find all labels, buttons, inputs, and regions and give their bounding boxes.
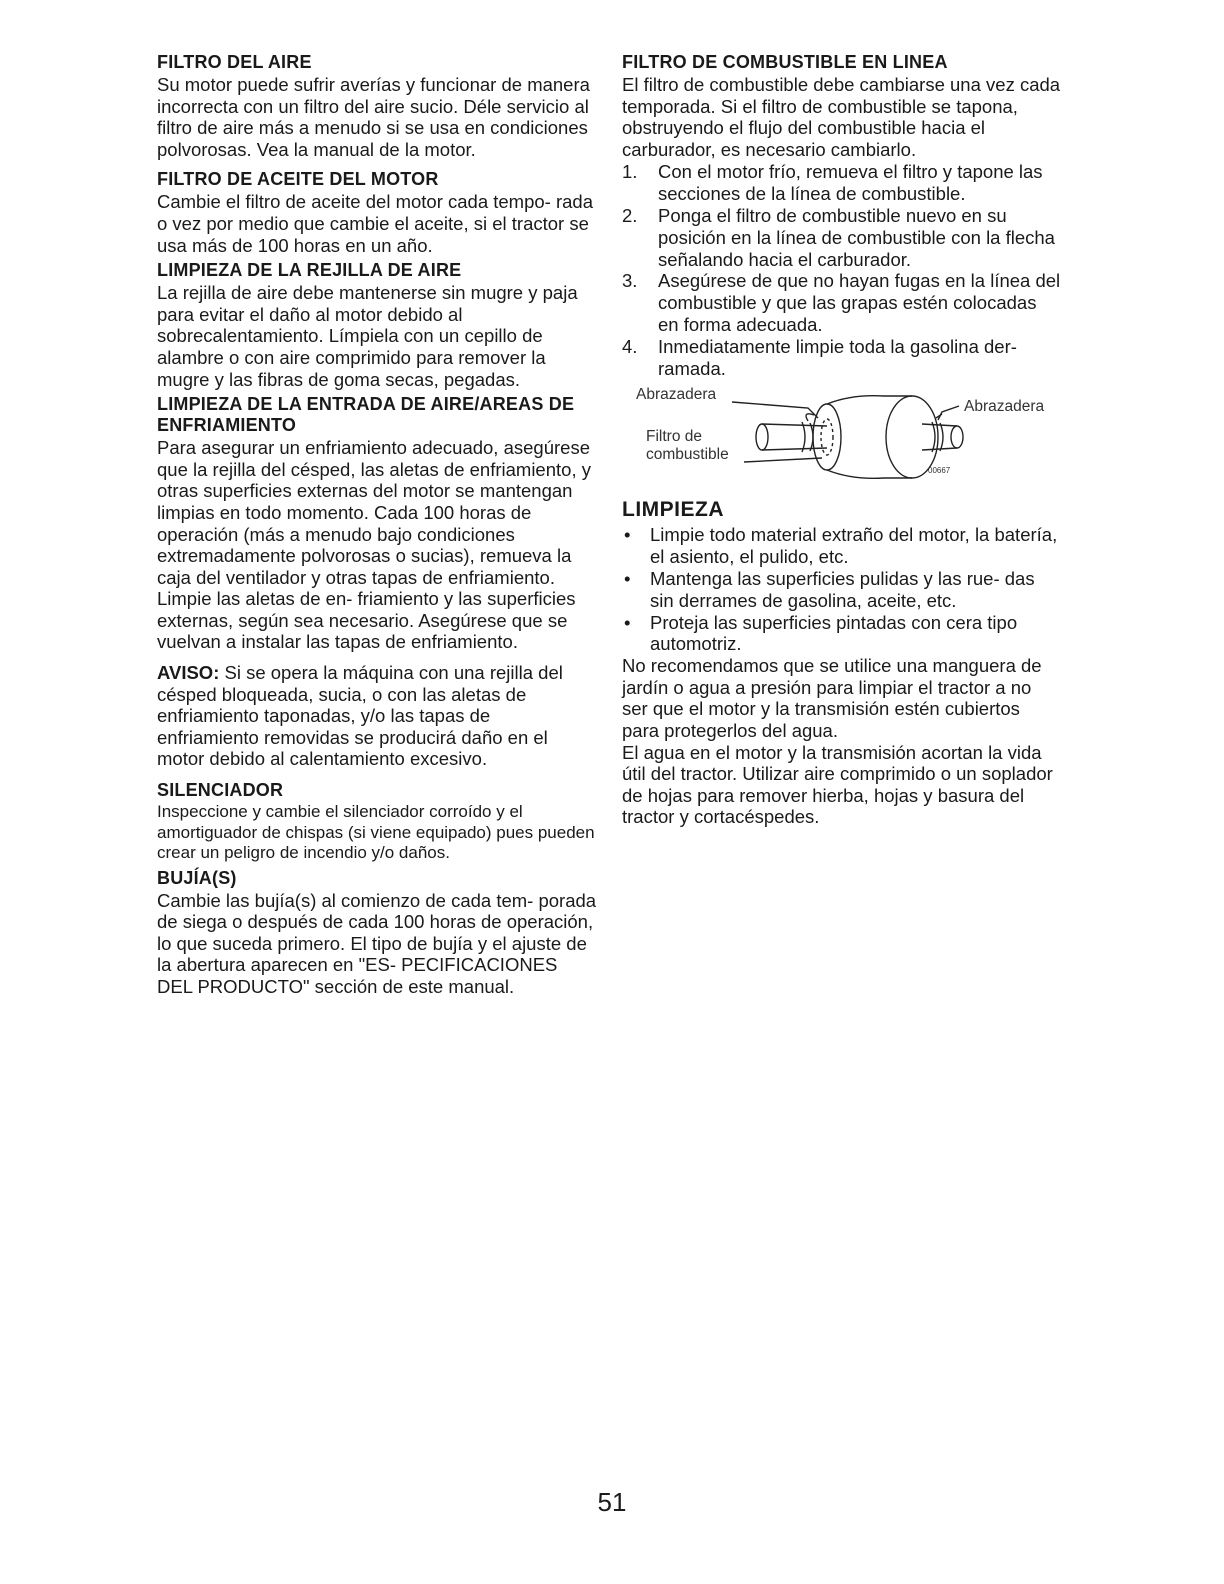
step-number: 3. [622,270,638,292]
section-title: FILTRO DE COMBUSTIBLE EN LINEA [622,52,948,72]
list-item [622,612,1062,656]
section-title: SILENCIADOR [157,780,284,801]
section-bujias [157,868,597,998]
bullet-icon: • [624,524,631,546]
bullet-list [622,524,1062,655]
step-number: 1. [622,161,638,183]
list-item [622,568,1062,612]
limpieza-paragraph-2: El agua en el motor y la transmisión acortan la vida útil del tractor. Utilizar aire comprimido o un soplador de hojas para remover hierba, hojas y basura del tractor y cortacéspedes. [622,741,1053,828]
section-filtro-aceite [157,169,597,256]
section-filtro-aire [157,52,597,160]
section-aviso [157,662,597,770]
page-number: 51 [597,1487,627,1517]
figure-code: 00667 [928,466,951,476]
section-title: BUJÍA(S) [157,867,237,888]
steps-list [622,161,1062,379]
section-rejilla [157,260,597,390]
bullet-text: Proteja las superficies pintadas con cera tipo automotriz. [650,611,1018,655]
list-item [622,161,1062,205]
section-title: LIMPIEZA DE LA ENTRADA DE AIRE/AREAS DE ENFRIAMIENTO [157,394,575,436]
clamp-right-label: Abrazadera [964,398,1045,416]
step-number: 2. [622,204,638,226]
limpieza-paragraph-1: No recomendamos que se utilice una manguera de jardín o agua a presión para limpiar el tractor a no ser que el motor y la transmisión estén cubiertos para protegerlos del agua. [622,655,1042,741]
section-silenciador [157,780,597,864]
fuel-filter-figure [622,386,1062,490]
section-body: Inspeccione y cambie el silenciador corroído y el amortiguador de chispas (si viene equipado) pues pueden crear un peligro de incendio y/o daños. [157,802,595,863]
section-title: FILTRO DE ACEITE DEL MOTOR [157,169,439,190]
aviso-paragraph [157,662,597,770]
list-item [622,336,1062,380]
section-entrada-aire [157,394,597,653]
step-text: Con el motor frío, remueva el filtro y tapone las secciones de la línea de combustible. [658,161,1043,205]
step-text: Inmediatamente limpie toda la gasolina der- ramada. [658,335,1017,379]
list-item [622,524,1062,568]
section-body: Su motor puede sufrir averías y funcionar de manera incorrecta con un filtro del aire sucio. Déle servicio al filtro de aire más a menudo si se usa en condiciones polvorosas. Vea la manual de la motor. [157,74,590,160]
left-column [157,52,597,1007]
step-text: Asegúrese de que no hayan fugas en la línea del combustible y que las grapas estén colocadas en forma adecuada. [658,270,1061,335]
bullet-text: Mantenga las superficies pulidas y las rue- das sin derrames de gasolina, aceite, etc. [650,567,1035,611]
section-body: Cambie las bujía(s) al comienzo de cada tem- porada de siega o después de cada 100 horas de operación, lo que suceda primero. El tipo de bujía y el ajuste de la abertura aparecen en "ES- PECIFICACIONES DEL PRODUCTO" sección de este manual. [157,889,597,997]
right-column [622,52,1062,828]
section-limpieza [622,498,1062,828]
section-title: LIMPIEZA DE LA REJILLA DE AIRE [157,260,462,281]
bullet-icon: • [624,611,631,633]
filter-label-line1: Filtro de [646,428,702,446]
section-title: LIMPIEZA [622,498,724,522]
section-filtro-combustible [622,52,1062,379]
section-body: La rejilla de aire debe mantenerse sin mugre y paja para evitar el daño al motor debido al sobrecalentamiento. Límpiela con un cepillo de alambre o con aire comprimido para remover la mugre y las fibras de goma secas, pegadas. [157,282,578,390]
aviso-text: Si se opera la máquina con una rejilla del césped bloqueada, sucia, o con las aletas de enfriamiento taponadas, y/o las tapas de enfriamiento removidas se producirá daño en el motor debido al calentamiento excesivo. [157,662,563,770]
section-title: FILTRO DEL AIRE [157,52,312,72]
list-item [622,205,1062,270]
filter-label-line2: combustible [646,446,729,464]
section-body: Para asegurar un enfriamiento adecuado, asegúrese que la rejilla del césped, las aletas de enfriamiento, y otras superficies externas del motor se mantengan limpias en todo momento. Cada 100 horas de operación (más a menudo bajo condiciones extremadamente polvorosas o sucias), remueva la caja del ventilador y otras tapas de enfriamiento. Limpie las aletas de en- friamiento y las superficies externas, según sea necesario. Asegúrese que se vuelvan a instalar las tapas de enfriamiento. [157,437,591,653]
section-body: Cambie el filtro de aceite del motor cada tempo- rada o vez por medio que cambie el aceite, si el tractor se usa más de 100 horas en un año. [157,191,593,256]
bullet-icon: • [624,567,631,589]
step-number: 4. [622,335,638,357]
aviso-label: AVISO: [157,662,220,684]
list-item [622,270,1062,335]
bullet-text: Limpie todo material extraño del motor, la batería, el asiento, el pulido, etc. [650,524,1058,568]
clamp-left-label: Abrazadera [636,386,717,404]
section-intro: El filtro de combustible debe cambiarse una vez cada temporada. Si el filtro de combustible se tapona, obstruyendo el flujo del combustible hacia el carburador, es necesario cambiarlo. [622,74,1061,160]
step-text: Ponga el filtro de combustible nuevo en su posición en la línea de combustible con la flecha señalando hacia el carburador. [658,204,1055,270]
